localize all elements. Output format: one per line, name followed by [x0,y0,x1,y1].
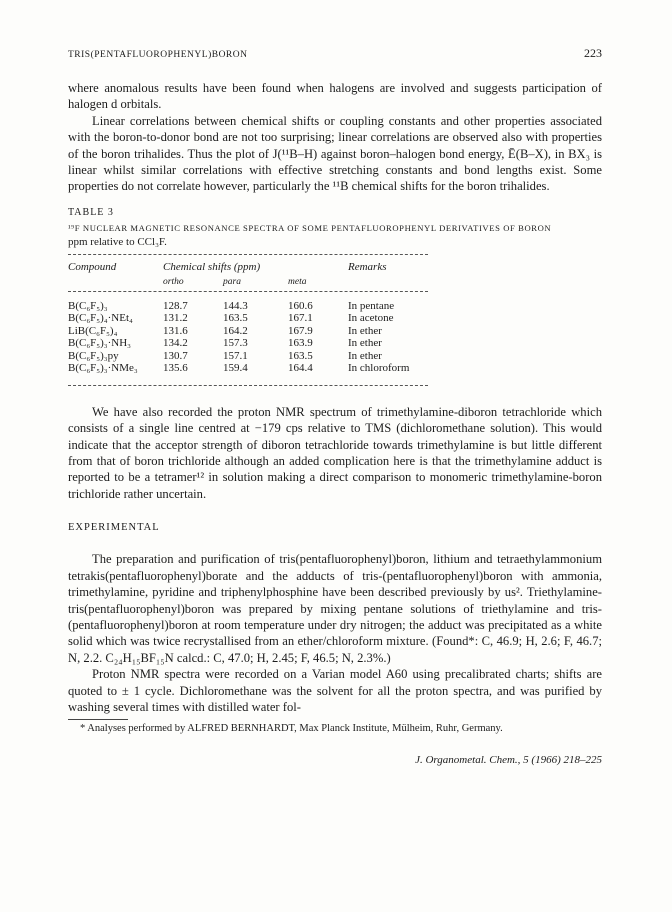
cell-para: 163.5 [223,312,248,325]
running-head: TRIS(PENTAFLUOROPHENYL)BORON [68,50,248,60]
cell-para: 157.1 [223,349,248,362]
cell-compound: B(C₆F₅)₃·NH₃ [68,337,132,350]
table-row [68,300,438,313]
header-remarks: Remarks [348,260,387,273]
cell-para: 157.3 [223,337,248,350]
table-row [68,362,438,375]
subheader-ortho: ortho [163,276,184,287]
cell-remarks: In pentane [348,299,395,312]
cell-remarks: In ether [348,349,382,362]
cell-para: 144.3 [223,299,248,312]
table-row [68,350,438,363]
table-row [68,312,438,325]
cell-para: 164.2 [223,324,248,337]
cell-remarks: In ether [348,324,382,337]
cell-compound: B(C₆F₅)₃py [68,349,119,362]
subheader-meta: meta [288,276,307,287]
header-compound: Compound [68,260,117,273]
paragraph-1: where anomalous results have been found when halogens are involved and suggests participation of halogen d orbitals. [68,81,602,112]
cell-compound: LiB(C₆F₅)₄ [68,324,118,337]
nmr-table [68,257,438,375]
cell-meta: 163.5 [288,349,313,362]
table-row [68,325,438,338]
cell-ortho: 131.6 [163,324,188,337]
table-row [68,337,438,350]
footnote-rule [68,719,128,720]
cell-compound: B(C₆F₅)₃·NMe₃ [68,362,138,375]
journal-citation: J. Organometal. Chem., 5 (1966) 218–225 [415,754,602,767]
subheader-para: para [223,276,241,287]
cell-remarks: In ether [348,337,382,350]
paragraph-5: Proton NMR spectra were recorded on a Varian model A60 using precalibrated charts; shifts are quoted to ± 1 cycle. Dichloromethane was the solvent for all the proton spectra, and was purified by washing several times with distilled water fol- [68,667,602,714]
journal-page [68,46,602,766]
paragraph-2: Linear correlations between chemical shifts or coupling constants and other properties associated with the boron-to-donor bond are not too surprising; linear correlations are observed also with properties of the boron trihalides. Thus the plot of J(¹¹B–H) against boron–halogen bond energy, Ē(B–X), in BX₃ is linear whilst similar correlations with effective stretching constants and bond lengths exist. Some properties do not correlate however, particularly the ¹¹B chemical shifts for the boron trihalides. [68,113,602,194]
cell-remarks: In acetone [348,312,394,325]
page-header [68,46,602,66]
cell-ortho: 128.7 [163,299,188,312]
table-caption: ¹⁹F NUCLEAR MAGNETIC RESONANCE SPECTRA OF SOME PENTAFLUOROPHENYL DERIVATIVES OF BORON [68,222,552,233]
page-number: 223 [584,46,602,60]
cell-remarks: In chloroform [348,362,410,375]
footnote: * Analyses performed by ALFRED BERNHARDT, Max Planck Institute, Mülheim, Ruhr, Germany. [80,723,503,735]
cell-compound: B(C₆F₅)₃ [68,299,108,312]
cell-ortho: 131.2 [163,312,188,325]
cell-meta: 167.9 [288,324,313,337]
cell-meta: 164.4 [288,362,313,375]
cell-ortho: 130.7 [163,349,188,362]
cell-ortho: 135.6 [163,362,188,375]
table-header-rule [68,291,428,292]
paragraph-4: The preparation and purification of tris(pentafluorophenyl)boron, lithium and tetraethylammonium tetrakis(pentafluorophenyl)borate and the adducts of tris-(pentafluorophenyl)boron with ammonia, trimethylamine, pyridine and triphenylphosphine have been described previously by us². Triethylamine-tris(pentafluorophenyl)boron was prepared by mixing pentane solutions of triethylamine and tris-(pentafluorophenyl)boron at room temperature under dry nitrogen; the adduct was precipitated as a white solid which was twice recrystallised from an ether/chloroform mixture. (Found*: C, 46.9; H, 2.6; F, 46.7; N, 2.2. C₂₄H₁₅BF₁₅N calcd.: C, 47.0; H, 2.45; F, 46.5; N, 2.3%.) [68,552,602,665]
paragraph-3: We have also recorded the proton NMR spectrum of trimethylamine-diboron tetrachloride which consists of a single line centred at −179 cps relative to TMS (dichloromethane solution). This would indicate that the acceptor strength of diboron tetrachloride towards trimethylamine is but little different from that of boron trichloride although an added complication here is that the trimethylamine adduct is reported to be a tetramer¹² in solution making a direct comparison to monomeric trimethylamine-boron trichloride rather uncertain. [68,404,602,501]
cell-meta: 160.6 [288,299,313,312]
cell-ortho: 134.2 [163,337,188,350]
header-shifts: Chemical shifts (ppm) [163,260,261,273]
table-label: TABLE 3 [68,206,114,218]
section-heading: EXPERIMENTAL [68,522,160,534]
table-top-rule [68,254,428,255]
cell-compound: B(C₆F₅)₄·NEt₄ [68,312,133,325]
cell-meta: 163.9 [288,337,313,350]
cell-meta: 167.1 [288,312,313,325]
cell-para: 159.4 [223,362,248,375]
table-unit: ppm relative to CCl₃F. [68,235,167,248]
